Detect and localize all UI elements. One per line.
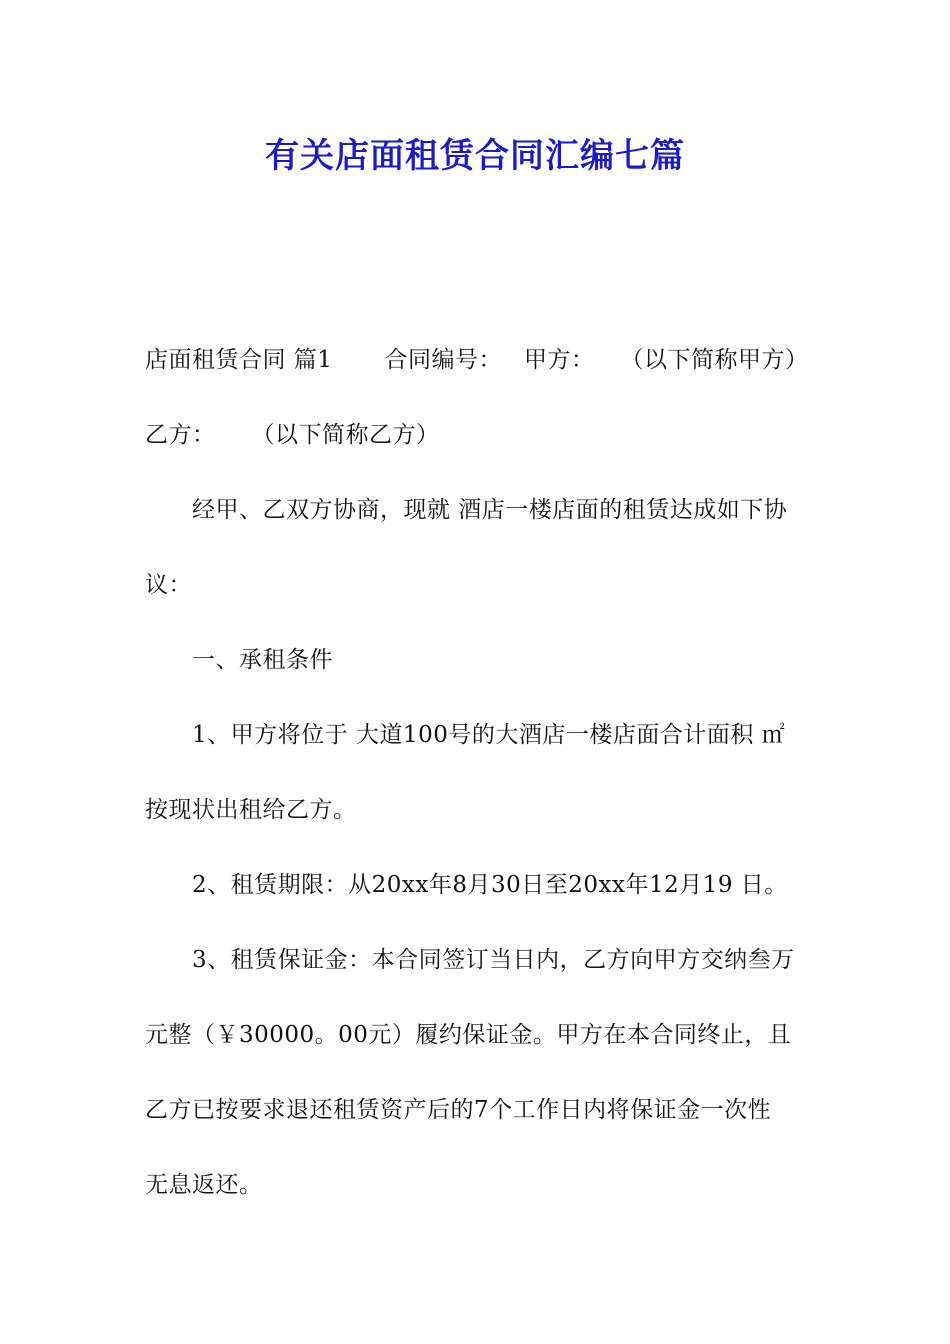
contract-header-line (145, 345, 808, 375)
party-a-note: （以下简称甲方） (620, 347, 809, 373)
paragraph-line: 3、租赁保证金：本合同签订当日内，乙方向甲方交纳叁万 (192, 947, 795, 973)
contract-number-label: 合同编号： (384, 347, 502, 373)
party-b-label: 乙方： (145, 422, 216, 448)
document-title: 有关店面租赁合同汇编七篇 (265, 136, 685, 176)
paragraph-line: 元整（￥30000。00元）履约保证金。甲方在本合同终止，且 (145, 1022, 792, 1048)
paragraph-line: 议： (145, 572, 192, 598)
party-b-note: （以下简称乙方） (251, 422, 440, 448)
section-heading: 一、承租条件 (192, 647, 333, 673)
party-b-line (145, 420, 440, 450)
party-a-label: 甲方： (523, 347, 595, 373)
paragraph-line: 经甲、乙双方协商，现就 酒店一楼店面的租赁达成如下协 (192, 497, 788, 523)
paragraph-line: 2、租赁期限：从20xx年8月30日至20xx年12月19 日。 (192, 872, 788, 898)
contract-heading: 店面租赁合同 篇1 (145, 347, 333, 373)
paragraph-line: 乙方已按要求退还租赁资产后的7个工作日内将保证金一次性 (145, 1097, 772, 1123)
paragraph-line: 1、甲方将位于 大道100号的大酒店一楼店面合计面积 ㎡ (192, 722, 786, 748)
paragraph-line: 无息返还。 (145, 1172, 263, 1198)
paragraph-line: 按现状出租给乙方。 (145, 797, 357, 823)
